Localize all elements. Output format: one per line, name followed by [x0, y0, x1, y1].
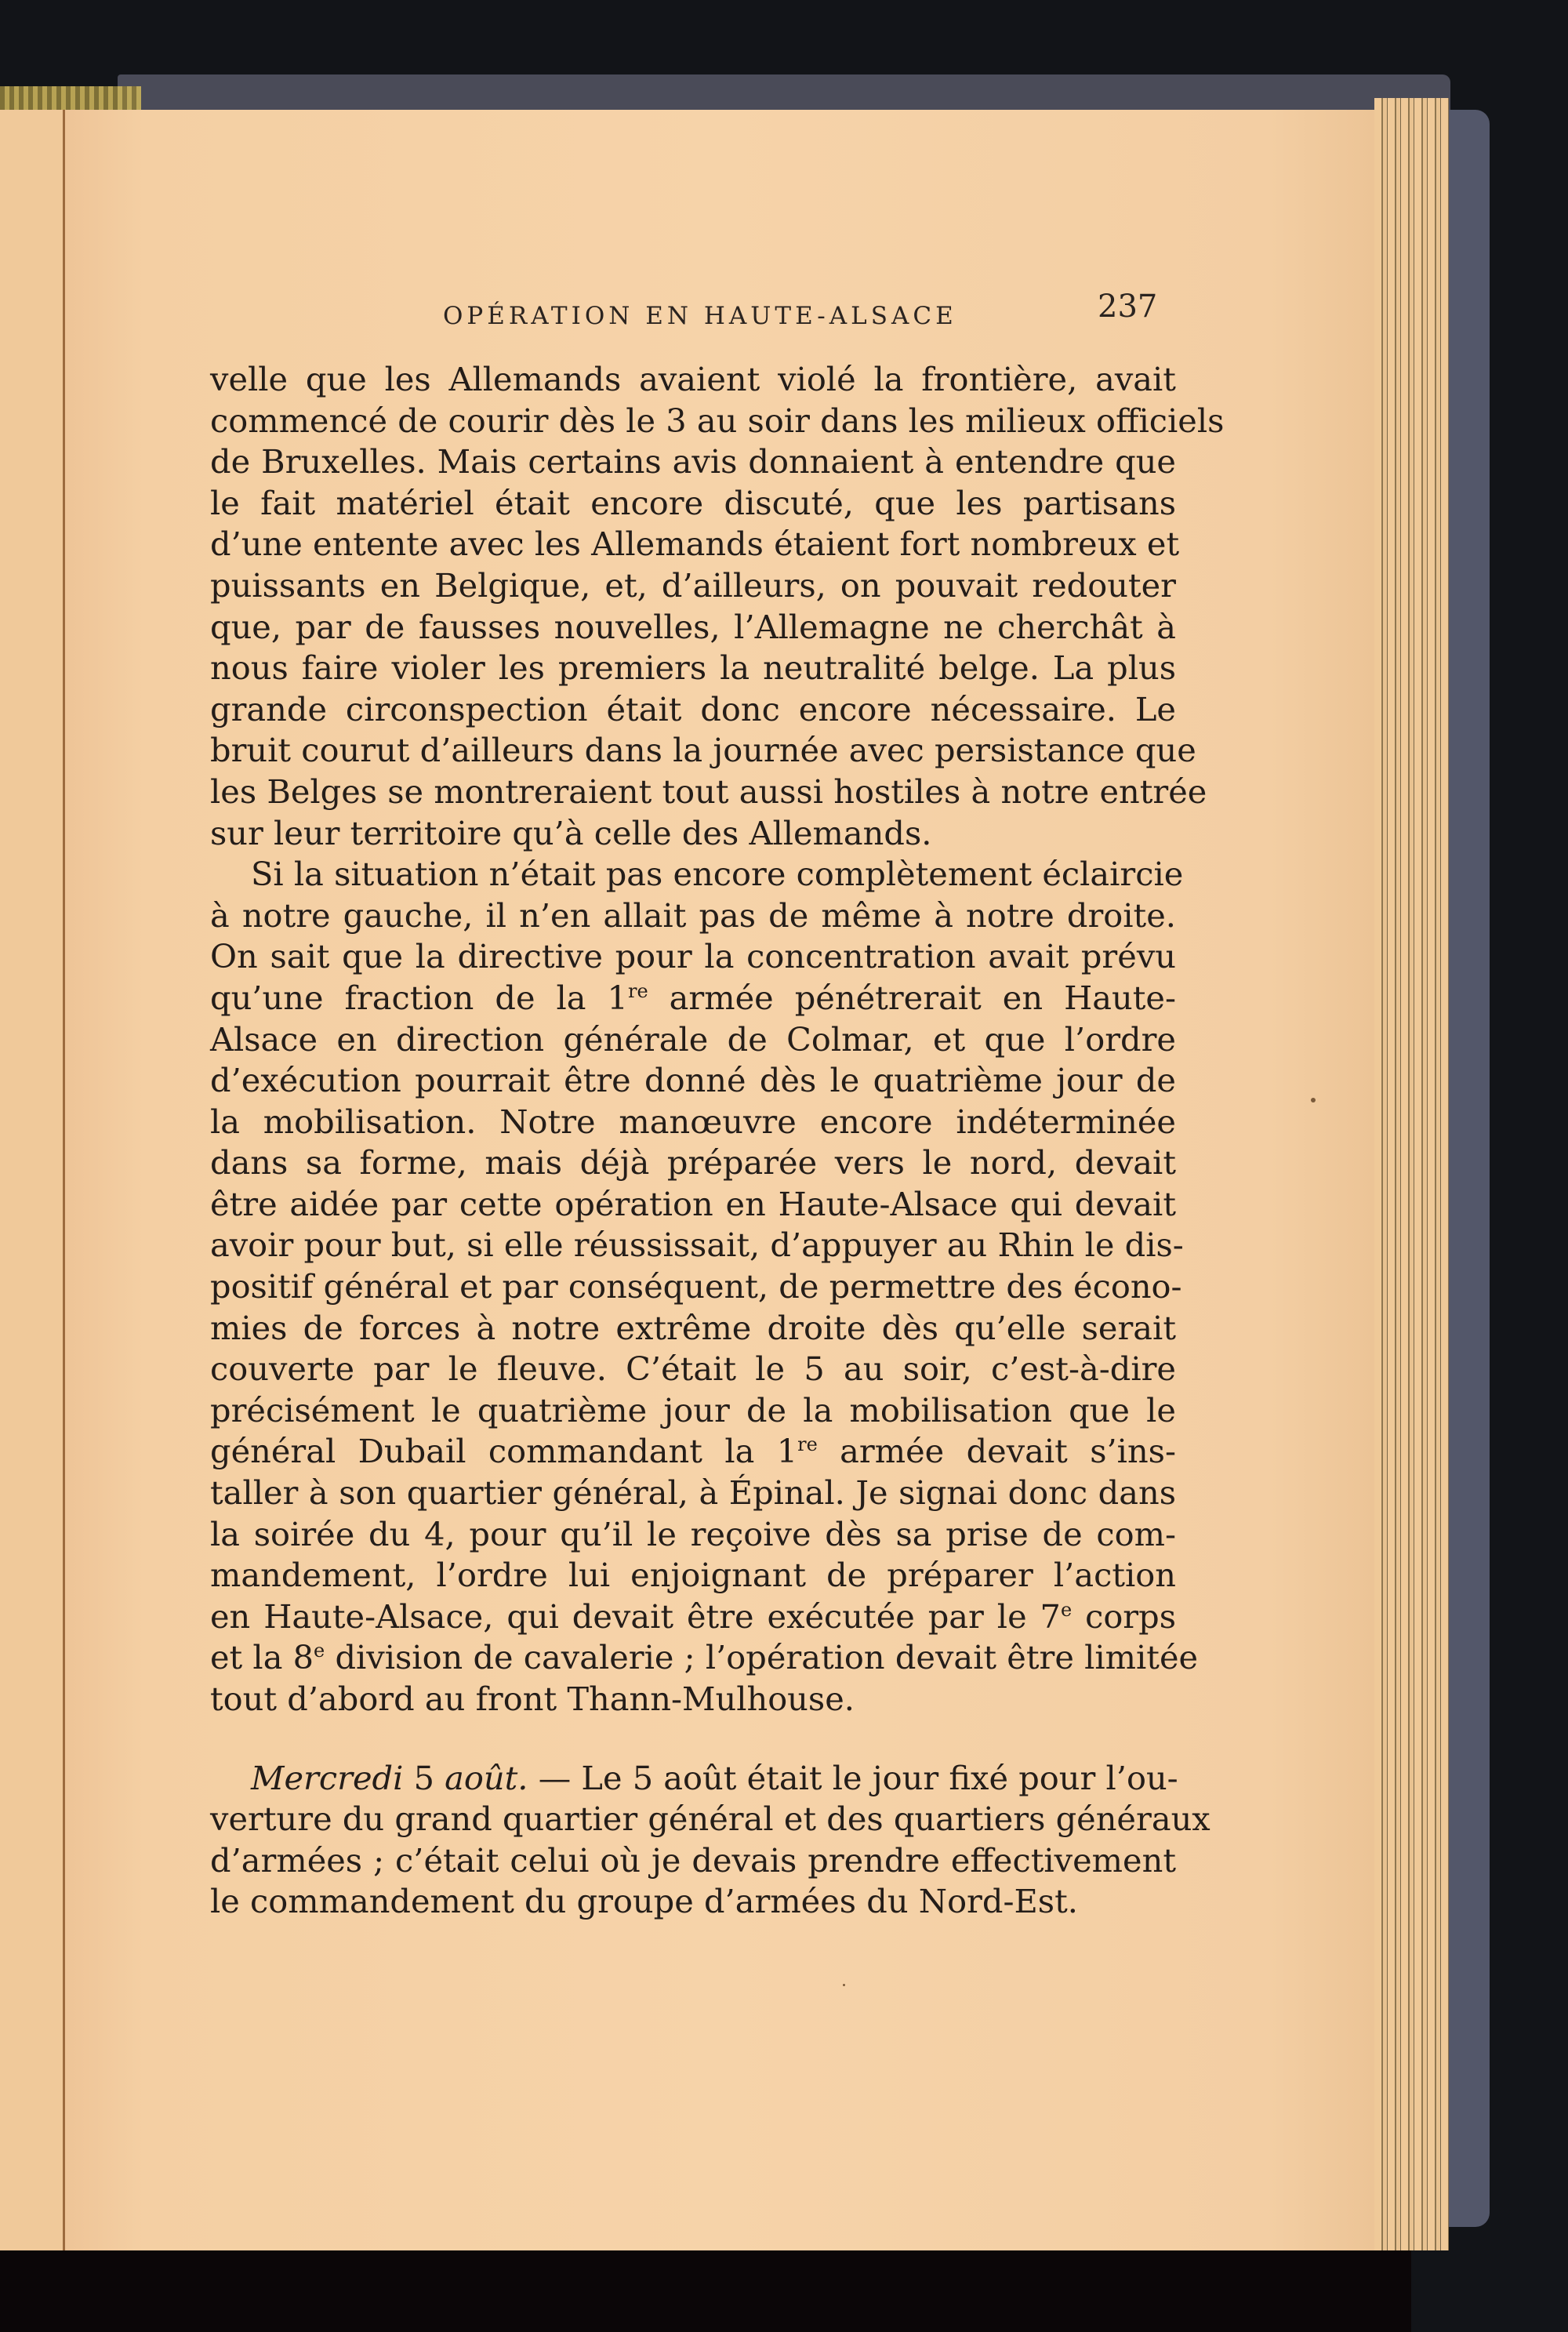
text-line: être aidée par cette opération en Haute-Alsace qui devait [210, 1184, 1176, 1223]
text-line: puissants en Belgique, et, d’ailleurs, on pouvait redouter [210, 565, 1176, 605]
text-line: nous faire violer les premiers la neutralité belge. La plus [210, 648, 1176, 688]
text-line: la soirée du 4, pour qu’il le reçoive dès sa prise de com- [210, 1514, 1176, 1553]
paragraph [210, 359, 1225, 854]
text-line: taller à son quartier général, à Épinal. Je signai donc dans [210, 1473, 1176, 1513]
ordinal-superscript: e [314, 1640, 325, 1662]
text-line: commencé de courir dès le 3 au soir dans les milieux officiels [210, 401, 1225, 440]
text-line: le fait matériel était encore discuté, que les partisans [210, 483, 1176, 522]
text-line: à notre gauche, il n’en allait pas de même à notre droite. [210, 895, 1176, 935]
text-line: la mobilisation. Notre manœuvre encore indéterminée [210, 1102, 1176, 1141]
text-line: bruit courut d’ailleurs dans la journée avec persistance que [210, 731, 1196, 770]
entry-date-day: Mercredi [251, 1758, 404, 1797]
text-line: Mercredi 5 août. — Le 5 août était le jour fixé pour l’ou- [251, 1758, 1178, 1797]
text-line: en Haute-Alsace, qui devait être exécutée par le 7e corps [210, 1596, 1177, 1636]
ordinal-superscript: re [627, 980, 648, 1003]
text-line: mandement, l’ordre lui enjoignant de préparer l’action [210, 1556, 1176, 1595]
text-line: précisément le quatrième jour de la mobilisation que le [210, 1390, 1176, 1429]
text-line: couverte par le fleuve. C’était le 5 au soir, c’est-à-dire [210, 1349, 1176, 1389]
text-line: d’une entente avec les Allemands étaient fort nombreux et [210, 525, 1180, 564]
text-line: d’armées ; c’était celui où je devais prendre effectivement [210, 1840, 1176, 1880]
text-line: Alsace en direction générale de Colmar, et que l’ordre [210, 1019, 1176, 1059]
paper-spot [843, 1984, 845, 1986]
page-body [210, 359, 1225, 1923]
running-head: OPÉRATION EN HAUTE-ALSACE [443, 302, 957, 330]
entry-date-month: août. [445, 1758, 528, 1797]
text-line: sur leur territoire qu’à celle des Allemands. [210, 813, 932, 852]
text-line: positif général et par conséquent, de permettre des écono- [210, 1267, 1182, 1306]
book-headband [0, 86, 141, 110]
text-line: Si la situation n’était pas encore complètement éclaircie [251, 855, 1184, 894]
text-line: d’exécution pourrait être donné dès le quatrième jour de [210, 1061, 1176, 1100]
text-line: que, par de fausses nouvelles, l’Allemagne ne cherchât à [210, 607, 1176, 646]
left-page-sliver [0, 110, 63, 2250]
text-line: qu’une fraction de la 1re armée pénétrerait en Haute- [210, 978, 1177, 1017]
paper-spot [1311, 1098, 1316, 1102]
page-number: 237 [1098, 289, 1158, 325]
text-line: verture du grand quartier général et des quartiers généraux [210, 1800, 1210, 1839]
paragraph [210, 854, 1199, 1720]
paragraph-dated-entry [210, 1758, 1210, 1923]
text-line: grande circonspection était donc encore nécessaire. Le [210, 689, 1176, 728]
text-line: tout d’abord au front Thann-Mulhouse. [210, 1680, 855, 1718]
page-edges-stack [1374, 98, 1449, 2250]
text-line: mies de forces à notre extrême droite dès qu’elle serait [210, 1308, 1176, 1347]
ordinal-superscript: e [1060, 1598, 1073, 1621]
book-cover-right [1446, 110, 1490, 2227]
ordinal-superscript: re [797, 1433, 818, 1456]
text-line: de Bruxelles. Mais certains avis donnaient à entendre que [210, 442, 1176, 481]
text-line: et la 8e division de cavalerie ; l’opération devait être limitée [210, 1638, 1199, 1677]
text-line: les Belges se montreraient tout aussi hostiles à notre entrée [210, 772, 1207, 811]
text-line: velle que les Allemands avaient violé la frontière, avait [210, 360, 1176, 398]
text-line: général Dubail commandant la 1re armée devait s’ins- [210, 1432, 1177, 1471]
text-line: le commandement du groupe d’armées du Nord-Est. [210, 1882, 1078, 1921]
text-line: dans sa forme, mais déjà préparée vers le nord, devait [210, 1143, 1176, 1182]
background-bottom [0, 2250, 1411, 2332]
text-line: On sait que la directive pour la concentration avait prévu [210, 937, 1176, 976]
text-line: avoir pour but, si elle réussissait, d’appuyer au Rhin le dis- [210, 1226, 1184, 1265]
book-cover-top [118, 74, 1450, 110]
